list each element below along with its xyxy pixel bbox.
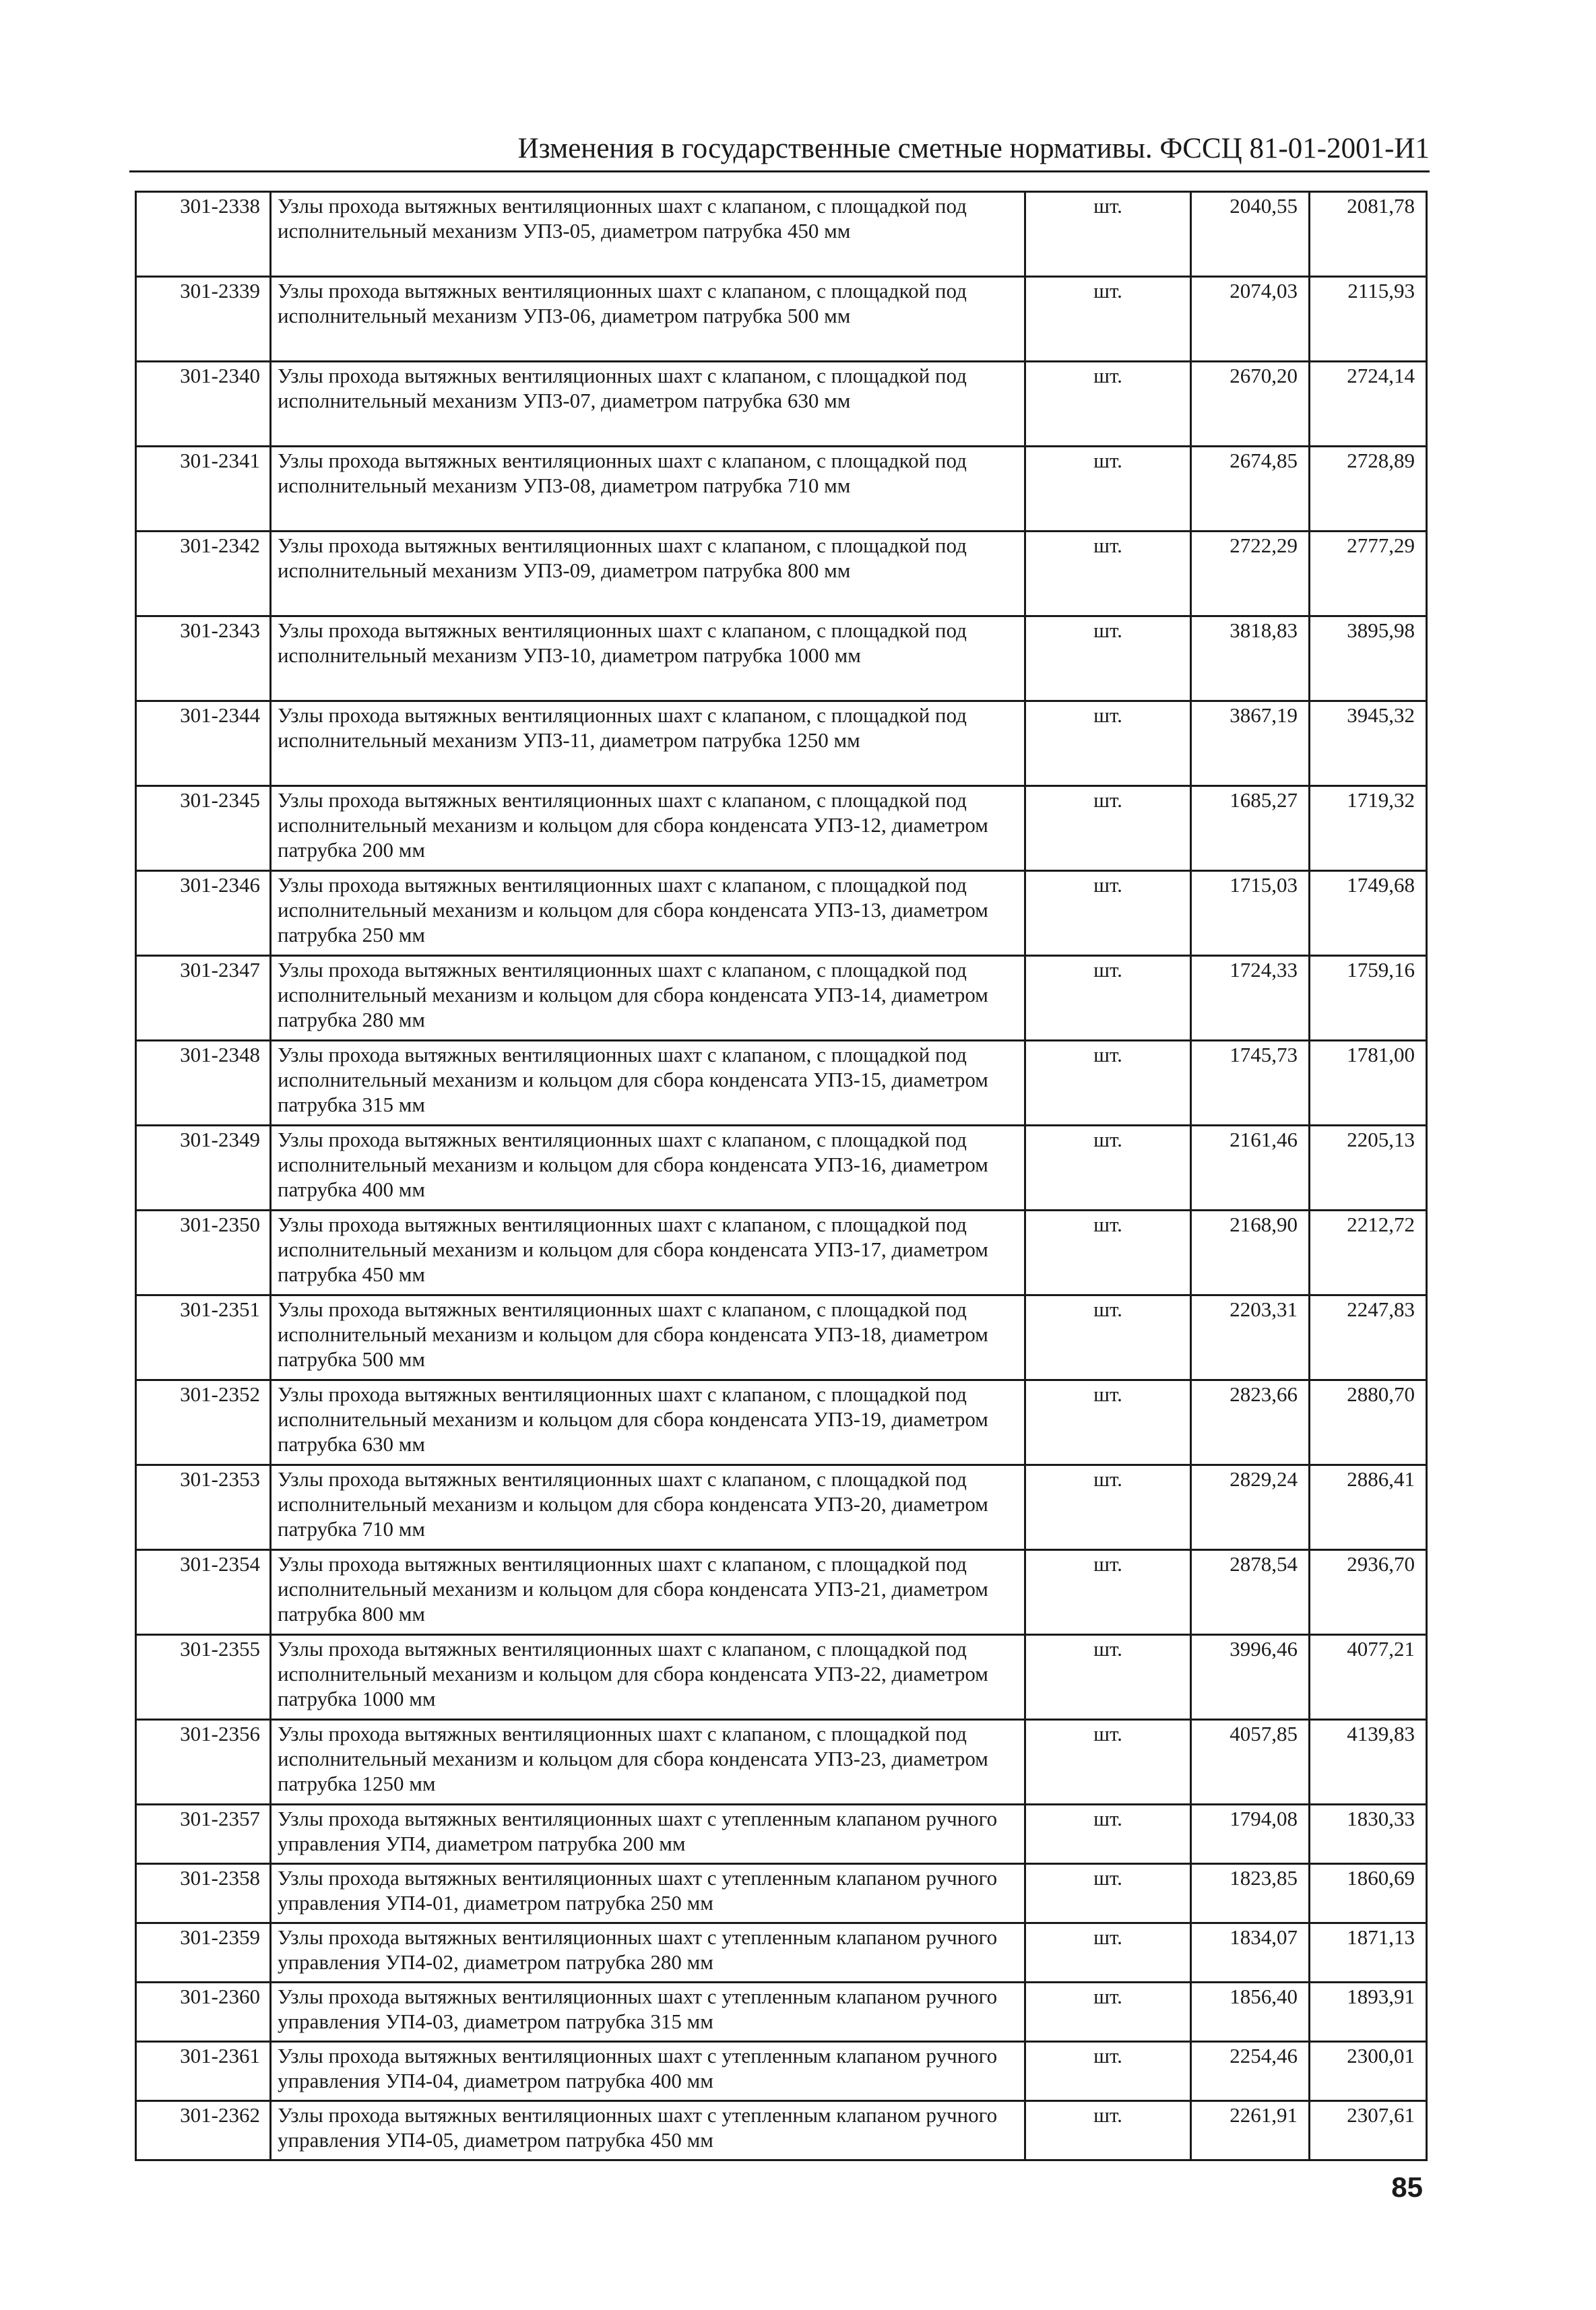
resource-code-cell: 301-2341 [136,447,271,532]
unit-cell: шт. [1025,1211,1191,1295]
table-row [136,1923,1427,1983]
table-row [136,871,1427,956]
price-cell-2: 3895,98 [1310,616,1427,701]
price-cell: 2161,46 [1191,1126,1310,1211]
price-cell-2: 2212,72 [1310,1211,1427,1295]
price-cell-2: 2247,83 [1310,1295,1427,1380]
table-row [136,701,1427,786]
table-row [136,362,1427,447]
price-cell: 2878,54 [1191,1550,1310,1635]
price-cell: 2722,29 [1191,532,1310,616]
unit-cell: шт. [1025,1805,1191,1864]
price-cell-2: 2886,41 [1310,1465,1427,1550]
table-row [136,1720,1427,1805]
description-cell: Узлы прохода вытяжных вентиляционных шахт с клапаном, с площадкой под исполнительный механизм УП3-06, диаметром патрубка 500 мм [271,277,1025,362]
price-cell: 2074,03 [1191,277,1310,362]
unit-cell: шт. [1025,1550,1191,1635]
table-row [136,2042,1427,2101]
price-cell-2: 2724,14 [1310,362,1427,447]
description-cell: Узлы прохода вытяжных вентиляционных шахт с утепленным клапаном ручного управления УП4-03, диаметром патрубка 315 мм [271,1983,1025,2042]
resource-code-cell: 301-2347 [136,956,271,1041]
table-row [136,1805,1427,1864]
price-cell-2: 2936,70 [1310,1550,1427,1635]
price-cell: 1745,73 [1191,1041,1310,1126]
description-cell: Узлы прохода вытяжных вентиляционных шахт с клапаном, с площадкой под исполнительный механизм и кольцом для сбора конденсата УП3-17, диаметром патрубка 450 мм [271,1211,1025,1295]
table-row [136,1041,1427,1126]
description-cell: Узлы прохода вытяжных вентиляционных шахт с утепленным клапаном ручного управления УП4, диаметром патрубка 200 мм [271,1805,1025,1864]
unit-cell: шт. [1025,447,1191,532]
description-cell: Узлы прохода вытяжных вентиляционных шахт с клапаном, с площадкой под исполнительный механизм УП3-11, диаметром патрубка 1250 мм [271,701,1025,786]
description-cell: Узлы прохода вытяжных вентиляционных шахт с клапаном, с площадкой под исполнительный механизм УП3-09, диаметром патрубка 800 мм [271,532,1025,616]
unit-cell: шт. [1025,1983,1191,2042]
description-cell: Узлы прохода вытяжных вентиляционных шахт с клапаном, с площадкой под исполнительный механизм и кольцом для сбора конденсата УП3-19, диаметром патрубка 630 мм [271,1380,1025,1465]
page-header-title: Изменения в государственные сметные нормативы. ФССЦ 81-01-2001-И1 [517,133,1430,164]
resource-code-cell: 301-2343 [136,616,271,701]
description-cell: Узлы прохода вытяжных вентиляционных шахт с клапаном, с площадкой под исполнительный механизм УП3-08, диаметром патрубка 710 мм [271,447,1025,532]
unit-cell: шт. [1025,701,1191,786]
price-cell-2: 2205,13 [1310,1126,1427,1211]
description-cell: Узлы прохода вытяжных вентиляционных шахт с клапаном, с площадкой под исполнительный механизм и кольцом для сбора конденсата УП3-12, диаметром патрубка 200 мм [271,786,1025,871]
header-divider [129,170,1430,172]
page-number: 85 [1391,2171,1423,2203]
resource-code-cell: 301-2351 [136,1295,271,1380]
price-cell-2: 4139,83 [1310,1720,1427,1805]
table-row [136,956,1427,1041]
price-cell: 1685,27 [1191,786,1310,871]
unit-cell: шт. [1025,786,1191,871]
description-cell: Узлы прохода вытяжных вентиляционных шахт с клапаном, с площадкой под исполнительный механизм УП3-10, диаметром патрубка 1000 мм [271,616,1025,701]
table-row [136,447,1427,532]
price-cell: 1856,40 [1191,1983,1310,2042]
resource-code-cell: 301-2346 [136,871,271,956]
price-cell: 2168,90 [1191,1211,1310,1295]
table-row [136,1983,1427,2042]
price-cell-2: 2307,61 [1310,2101,1427,2160]
table-row [136,277,1427,362]
price-cell: 3996,46 [1191,1635,1310,1720]
price-cell: 2674,85 [1191,447,1310,532]
price-cell: 2040,55 [1191,192,1310,277]
price-cell: 1724,33 [1191,956,1310,1041]
table-row [136,1211,1427,1295]
description-cell: Узлы прохода вытяжных вентиляционных шахт с клапаном, с площадкой под исполнительный механизм УП3-05, диаметром патрубка 450 мм [271,192,1025,277]
table-row [136,1635,1427,1720]
table-row [136,1864,1427,1923]
price-cell-2: 2081,78 [1310,192,1427,277]
price-cell: 1834,07 [1191,1923,1310,1983]
resource-code-cell: 301-2350 [136,1211,271,1295]
price-cell-2: 1781,00 [1310,1041,1427,1126]
unit-cell: шт. [1025,1041,1191,1126]
description-cell: Узлы прохода вытяжных вентиляционных шахт с клапаном, с площадкой под исполнительный механизм и кольцом для сбора конденсата УП3-22, диаметром патрубка 1000 мм [271,1635,1025,1720]
table-row [136,1380,1427,1465]
resource-code-cell: 301-2356 [136,1720,271,1805]
resource-code-cell: 301-2354 [136,1550,271,1635]
resource-code-cell: 301-2338 [136,192,271,277]
price-cell: 2203,31 [1191,1295,1310,1380]
description-cell: Узлы прохода вытяжных вентиляционных шахт с клапаном, с площадкой под исполнительный механизм и кольцом для сбора конденсата УП3-16, диаметром патрубка 400 мм [271,1126,1025,1211]
resource-code-cell: 301-2344 [136,701,271,786]
price-cell: 2670,20 [1191,362,1310,447]
description-cell: Узлы прохода вытяжных вентиляционных шахт с клапаном, с площадкой под исполнительный механизм и кольцом для сбора конденсата УП3-14, диаметром патрубка 280 мм [271,956,1025,1041]
table-row [136,1126,1427,1211]
unit-cell: шт. [1025,277,1191,362]
description-cell: Узлы прохода вытяжных вентиляционных шахт с клапаном, с площадкой под исполнительный механизм и кольцом для сбора конденсата УП3-23, диаметром патрубка 1250 мм [271,1720,1025,1805]
price-cell: 2829,24 [1191,1465,1310,1550]
unit-cell: шт. [1025,192,1191,277]
resource-code-cell: 301-2362 [136,2101,271,2160]
price-cell: 2823,66 [1191,1380,1310,1465]
unit-cell: шт. [1025,362,1191,447]
price-cell-2: 1749,68 [1310,871,1427,956]
price-cell: 1823,85 [1191,1864,1310,1923]
price-cell-2: 1719,32 [1310,786,1427,871]
table-row [136,1465,1427,1550]
description-cell: Узлы прохода вытяжных вентиляционных шахт с утепленным клапаном ручного управления УП4-05, диаметром патрубка 450 мм [271,2101,1025,2160]
unit-cell: шт. [1025,2101,1191,2160]
price-cell: 4057,85 [1191,1720,1310,1805]
resource-code-cell: 301-2353 [136,1465,271,1550]
table-row [136,1550,1427,1635]
resource-code-cell: 301-2359 [136,1923,271,1983]
price-cell: 3867,19 [1191,701,1310,786]
resource-code-cell: 301-2345 [136,786,271,871]
price-cell-2: 1893,91 [1310,1983,1427,2042]
price-cell-2: 2728,89 [1310,447,1427,532]
price-cell: 2254,46 [1191,2042,1310,2101]
description-cell: Узлы прохода вытяжных вентиляционных шахт с клапаном, с площадкой под исполнительный механизм УП3-07, диаметром патрубка 630 мм [271,362,1025,447]
description-cell: Узлы прохода вытяжных вентиляционных шахт с утепленным клапаном ручного управления УП4-01, диаметром патрубка 250 мм [271,1864,1025,1923]
table-row [136,786,1427,871]
resource-code-cell: 301-2361 [136,2042,271,2101]
price-cell: 3818,83 [1191,616,1310,701]
resource-code-cell: 301-2349 [136,1126,271,1211]
price-cell-2: 4077,21 [1310,1635,1427,1720]
unit-cell: шт. [1025,616,1191,701]
resource-code-cell: 301-2348 [136,1041,271,1126]
table-row [136,532,1427,616]
price-cell-2: 2880,70 [1310,1380,1427,1465]
unit-cell: шт. [1025,1465,1191,1550]
unit-cell: шт. [1025,2042,1191,2101]
price-cell-2: 1759,16 [1310,956,1427,1041]
price-cell-2: 1830,33 [1310,1805,1427,1864]
unit-cell: шт. [1025,1864,1191,1923]
unit-cell: шт. [1025,532,1191,616]
resource-code-cell: 301-2355 [136,1635,271,1720]
price-cell: 2261,91 [1191,2101,1310,2160]
description-cell: Узлы прохода вытяжных вентиляционных шахт с утепленным клапаном ручного управления УП4-02, диаметром патрубка 280 мм [271,1923,1025,1983]
price-cell-2: 3945,32 [1310,701,1427,786]
price-cell-2: 2115,93 [1310,277,1427,362]
table-row [136,192,1427,277]
resource-code-cell: 301-2357 [136,1805,271,1864]
unit-cell: шт. [1025,1295,1191,1380]
resource-code-cell: 301-2358 [136,1864,271,1923]
unit-cell: шт. [1025,956,1191,1041]
description-cell: Узлы прохода вытяжных вентиляционных шахт с клапаном, с площадкой под исполнительный механизм и кольцом для сбора конденсата УП3-20, диаметром патрубка 710 мм [271,1465,1025,1550]
table-row [136,616,1427,701]
description-cell: Узлы прохода вытяжных вентиляционных шахт с утепленным клапаном ручного управления УП4-04, диаметром патрубка 400 мм [271,2042,1025,2101]
table-row [136,1295,1427,1380]
price-cell: 1715,03 [1191,871,1310,956]
price-cell-2: 2300,01 [1310,2042,1427,2101]
price-cell-2: 2777,29 [1310,532,1427,616]
price-cell-2: 1871,13 [1310,1923,1427,1983]
unit-cell: шт. [1025,871,1191,956]
resource-code-cell: 301-2339 [136,277,271,362]
unit-cell: шт. [1025,1380,1191,1465]
price-table [135,191,1428,2161]
price-cell-2: 1860,69 [1310,1864,1427,1923]
resource-code-cell: 301-2342 [136,532,271,616]
resource-code-cell: 301-2352 [136,1380,271,1465]
unit-cell: шт. [1025,1635,1191,1720]
resource-code-cell: 301-2360 [136,1983,271,2042]
description-cell: Узлы прохода вытяжных вентиляционных шахт с клапаном, с площадкой под исполнительный механизм и кольцом для сбора конденсата УП3-18, диаметром патрубка 500 мм [271,1295,1025,1380]
unit-cell: шт. [1025,1126,1191,1211]
unit-cell: шт. [1025,1720,1191,1805]
price-cell: 1794,08 [1191,1805,1310,1864]
price-table-body [136,192,1427,2160]
description-cell: Узлы прохода вытяжных вентиляционных шахт с клапаном, с площадкой под исполнительный механизм и кольцом для сбора конденсата УП3-21, диаметром патрубка 800 мм [271,1550,1025,1635]
description-cell: Узлы прохода вытяжных вентиляционных шахт с клапаном, с площадкой под исполнительный механизм и кольцом для сбора конденсата УП3-13, диаметром патрубка 250 мм [271,871,1025,956]
description-cell: Узлы прохода вытяжных вентиляционных шахт с клапаном, с площадкой под исполнительный механизм и кольцом для сбора конденсата УП3-15, диаметром патрубка 315 мм [271,1041,1025,1126]
table-row [136,2101,1427,2160]
unit-cell: шт. [1025,1923,1191,1983]
resource-code-cell: 301-2340 [136,362,271,447]
